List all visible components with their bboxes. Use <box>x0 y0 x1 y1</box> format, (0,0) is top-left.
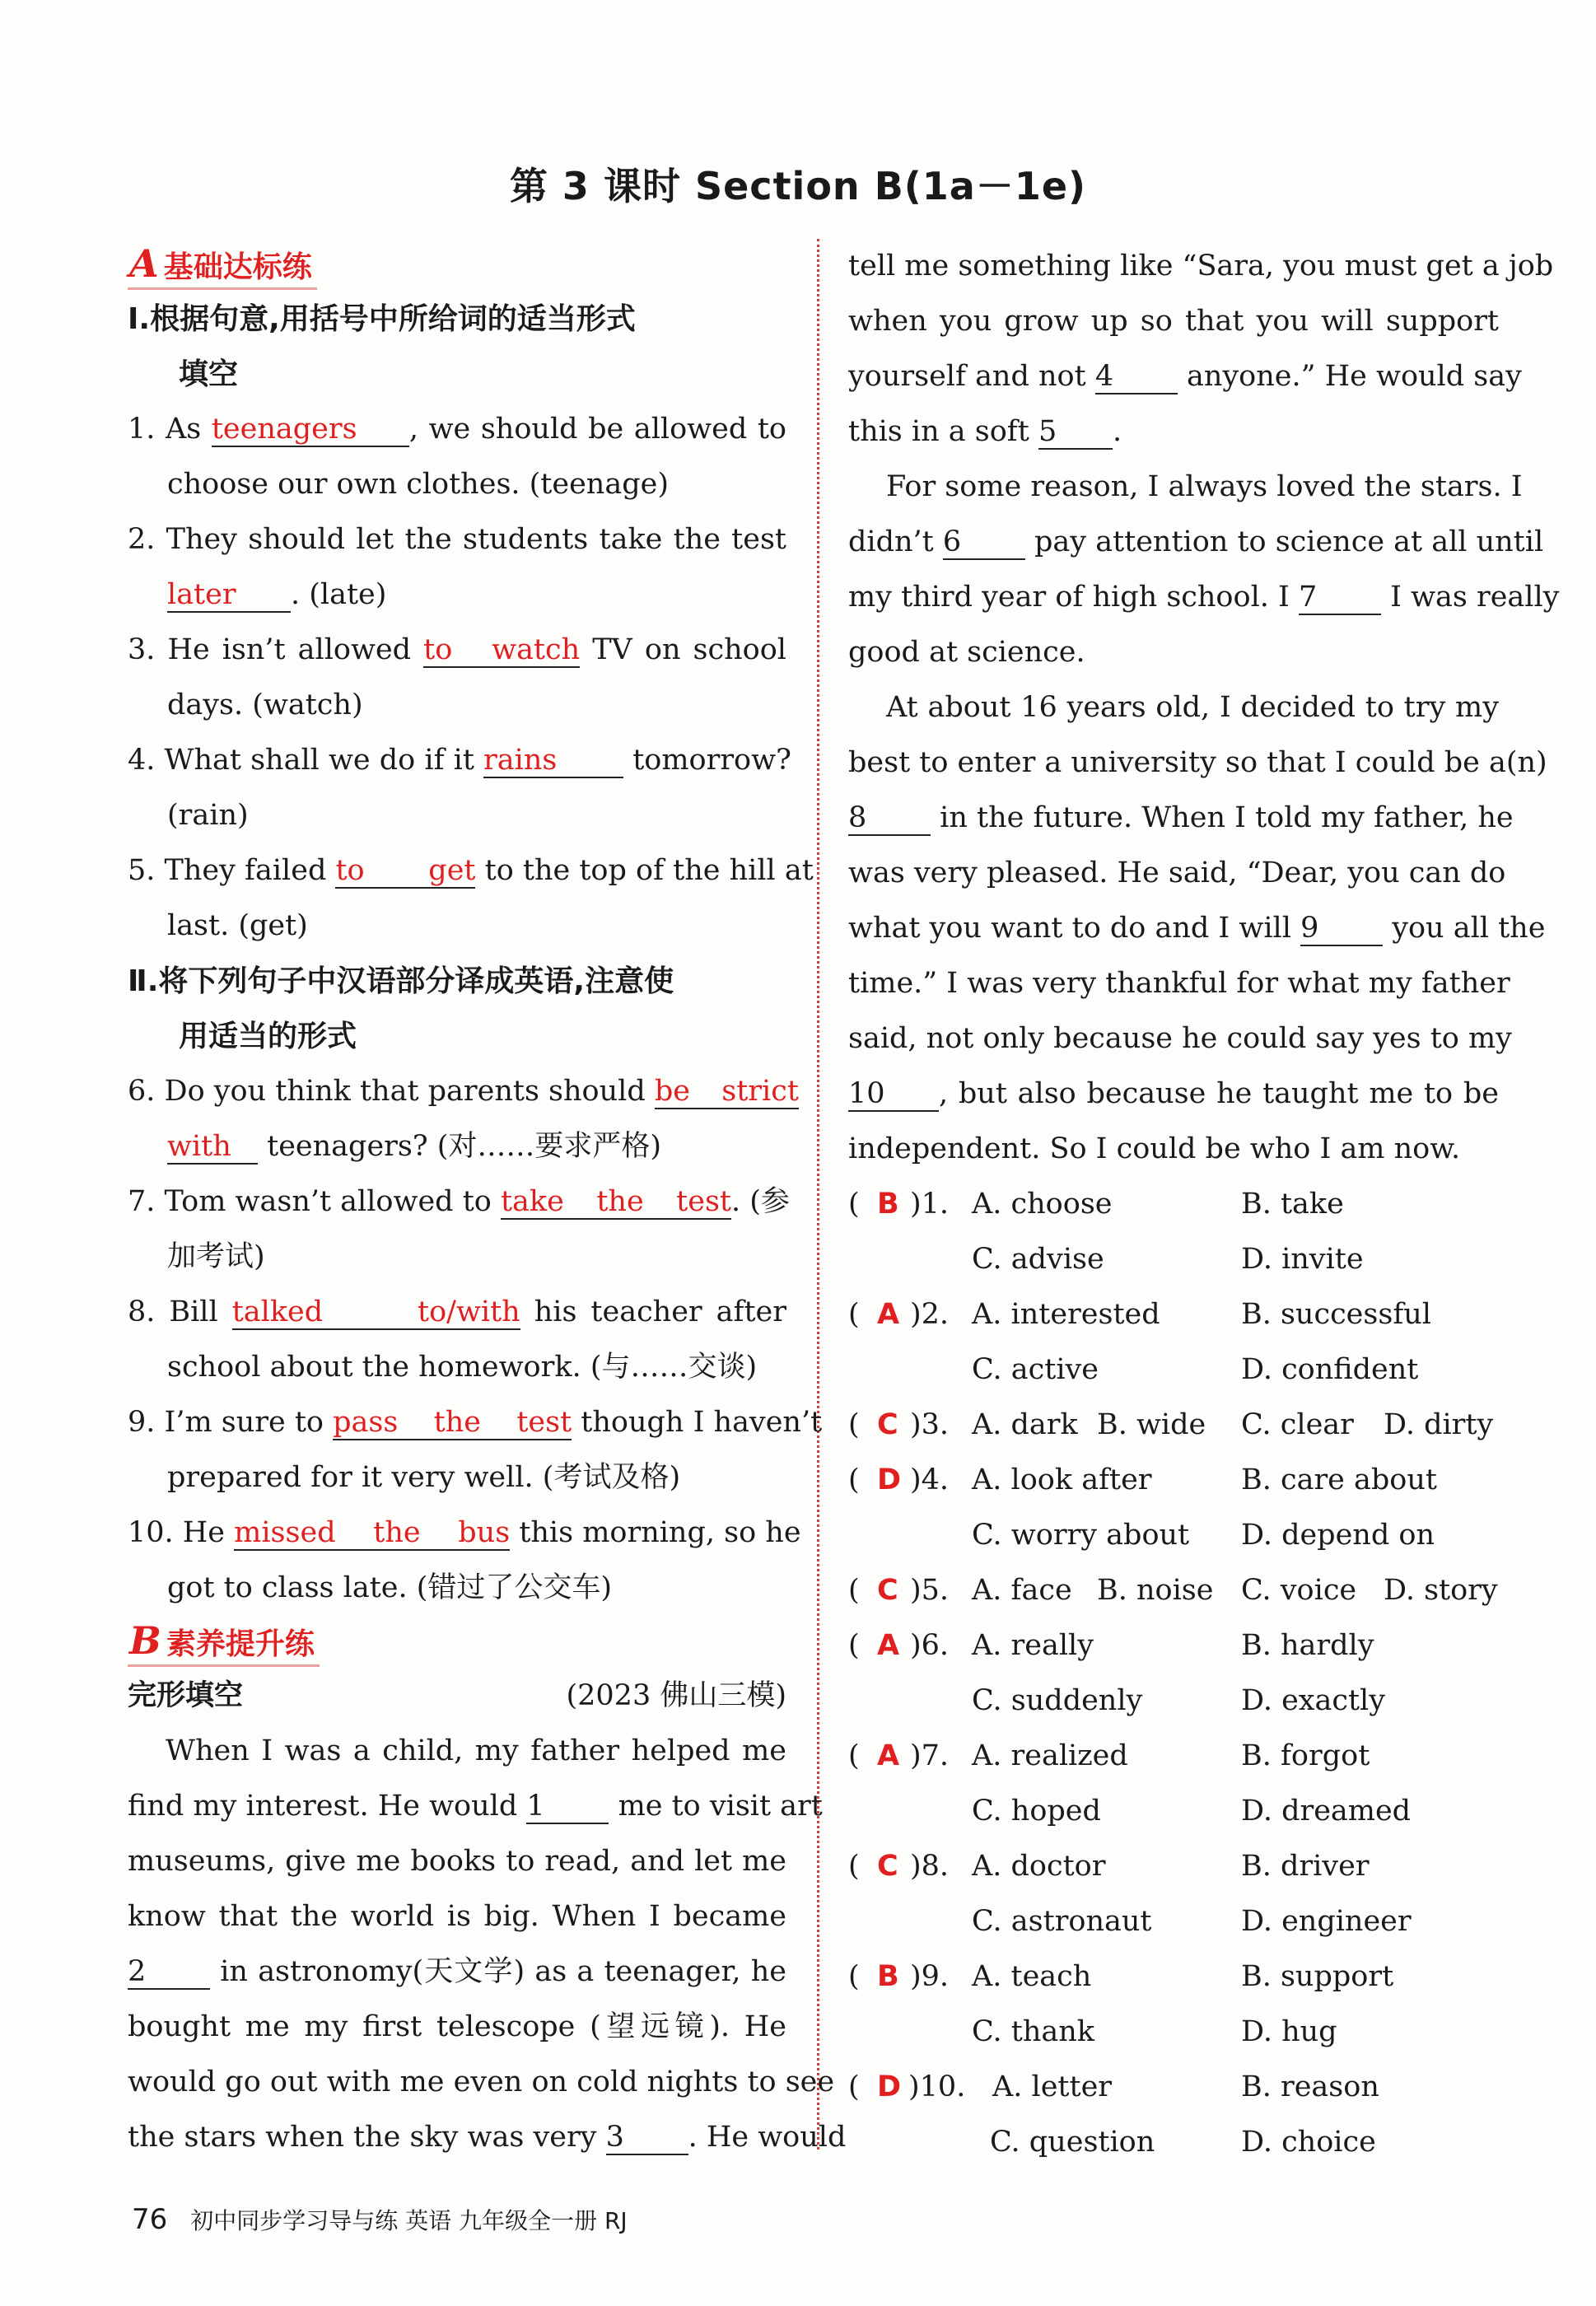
mc-number: )7. <box>910 1739 950 1772</box>
cloze-line: 2 in astronomy(天文学) as a teenager, he <box>128 1955 786 1988</box>
paren-open: ( <box>848 1629 860 1662</box>
mc-answer: C <box>877 1574 898 1607</box>
mc-question-6 <box>848 1618 1499 1673</box>
cloze-line: best to enter a university so that I could be a(n) <box>848 746 1547 779</box>
cloze-line: museums, give me books to read, and let me <box>128 1845 786 1878</box>
option-c: C. hoped <box>972 1795 1101 1828</box>
option-b: B. reason <box>1241 2070 1379 2103</box>
question-2: 2. They should let the students take the test <box>128 523 786 556</box>
option-b: B. care about <box>1241 1463 1437 1496</box>
cloze-blank-3: 3 <box>606 2121 688 2155</box>
option-c: C. advise <box>972 1243 1104 1276</box>
cloze-line: said, not only because he could say yes to my <box>848 1022 1512 1055</box>
cloze-line: when you grow up so that you will support <box>848 305 1499 338</box>
option-b: B. hardly <box>1241 1629 1374 1662</box>
cloze-line: bought me my first telescope (望远镜). He <box>128 2010 786 2043</box>
mc-answer: A <box>877 1629 900 1662</box>
part-i-heading: Ⅰ.根据句意,用括号中所给词的适当形式 <box>128 302 636 336</box>
option-d: D. invite <box>1241 1243 1364 1276</box>
option-d: D. exactly <box>1241 1684 1386 1717</box>
cloze-line: the stars when the sky was very 3 . He would <box>128 2121 847 2154</box>
mc-question-6-cont <box>848 1673 1499 1729</box>
option-a: A. teach <box>972 1960 1092 1993</box>
mc-number: )5. <box>910 1574 950 1607</box>
cloze-line: know that the world is big. When I became <box>128 1900 786 1933</box>
mc-answer: B <box>877 1960 899 1993</box>
cloze-line: what you want to do and I will 9 you all the <box>848 912 1546 945</box>
answer-2: later <box>167 578 291 613</box>
option-b: B. wide <box>1097 1408 1206 1441</box>
cloze-blank-10: 10 <box>848 1077 939 1112</box>
cloze-blank-4: 4 <box>1095 360 1178 394</box>
option-c: C. thank <box>972 2015 1095 2048</box>
part-i-heading-cont: 填空 <box>179 357 239 391</box>
option-d: D. depend on <box>1241 1519 1435 1552</box>
cloze-blank-2: 2 <box>128 1955 210 1990</box>
option-d: D. dreamed <box>1241 1795 1412 1828</box>
cloze-line: my third year of high school. I 7 I was really <box>848 581 1560 614</box>
answer-6a: be strict <box>654 1075 799 1108</box>
option-c: C. voice <box>1241 1574 1357 1607</box>
column-divider <box>817 239 819 2150</box>
option-b: B. noise <box>1097 1574 1214 1607</box>
mc-answer: A <box>877 1298 900 1331</box>
option-a: A. interested <box>972 1298 1160 1331</box>
mc-question-2-cont <box>848 1342 1499 1398</box>
mc-question-9 <box>848 1949 1499 2005</box>
option-b: B. take <box>1241 1188 1344 1221</box>
answer-6b: with <box>167 1130 258 1165</box>
mc-question-3 <box>848 1398 1499 1453</box>
page-number: 76 <box>132 2203 168 2236</box>
multiple-choice-list <box>848 1177 1499 2170</box>
right-column <box>848 239 1560 2170</box>
option-c: C. astronaut <box>972 1905 1152 1938</box>
mc-answer: D <box>877 2070 902 2103</box>
mc-question-9-cont <box>848 2005 1499 2060</box>
mc-question-7 <box>848 1729 1499 1784</box>
question-5: 5. They failed to get to the top of the hill at <box>128 854 814 887</box>
question-4: 4. What shall we do if it rains tomorrow? <box>128 744 791 777</box>
mc-answer: B <box>877 1188 899 1221</box>
cloze-line: this in a soft 5 . <box>848 415 1122 448</box>
page-footer <box>132 2203 628 2236</box>
cloze-blank-5: 5 <box>1038 415 1113 450</box>
option-d: D. hug <box>1241 2015 1337 2048</box>
cloze-line: For some reason, I always loved the stars. I <box>886 470 1523 503</box>
mc-answer: A <box>877 1739 900 1772</box>
cloze-line: When I was a child, my father helped me <box>166 1734 786 1767</box>
page-title: 第 3 课时 Section B(1a－1e) <box>509 164 1087 208</box>
mc-number: )10. <box>908 2070 966 2103</box>
cloze-line: tell me something like “Sara, you must get a job <box>848 250 1554 282</box>
question-6: 6. Do you think that parents should be strict <box>128 1075 799 1108</box>
paren-open: ( <box>848 1960 860 1993</box>
answer-9: pass the test <box>333 1406 572 1439</box>
cloze-blank-9: 9 <box>1300 912 1383 946</box>
mc-number: )9. <box>910 1960 950 1993</box>
answer-5: to get <box>335 854 476 887</box>
answer-4: rains <box>483 744 623 778</box>
paren-open: ( <box>848 1463 860 1496</box>
mc-question-8-cont <box>848 1894 1499 1949</box>
mc-question-1-cont <box>848 1232 1499 1287</box>
option-a: A. face <box>972 1574 1072 1607</box>
option-c: C. question <box>990 2126 1155 2159</box>
question-8: 8. Bill talked to/with his teacher after <box>128 1295 786 1328</box>
option-a: A. look after <box>972 1463 1152 1496</box>
paren-open: ( <box>848 1188 860 1221</box>
mc-question-4-cont <box>848 1508 1499 1563</box>
option-b: B. forgot <box>1241 1739 1370 1772</box>
cloze-line: find my interest. He would 1 me to visit art <box>128 1790 823 1823</box>
option-c: C. active <box>972 1353 1099 1386</box>
answer-1: teenagers <box>212 413 409 447</box>
cloze-blank-1: 1 <box>526 1790 609 1824</box>
option-d: D. dirty <box>1384 1408 1494 1441</box>
mc-number: )6. <box>910 1629 950 1662</box>
cloze-line: would go out with me even on cold nights to see <box>128 2066 835 2098</box>
option-d: D. choice <box>1241 2126 1376 2159</box>
mc-number: )3. <box>910 1408 950 1441</box>
mc-number: )1. <box>910 1188 950 1221</box>
option-d: D. story <box>1384 1574 1498 1607</box>
mc-question-10-cont <box>848 2115 1499 2170</box>
paren-open: ( <box>848 1408 860 1441</box>
option-b: B. support <box>1241 1960 1394 1993</box>
paren-open: ( <box>848 1850 860 1883</box>
option-d: D. confident <box>1241 1353 1419 1386</box>
mc-answer: C <box>877 1850 898 1883</box>
option-c: C. clear <box>1241 1408 1354 1441</box>
mc-question-4 <box>848 1453 1499 1508</box>
mc-question-10 <box>848 2060 1499 2115</box>
part-ii-heading-cont: 用适当的形式 <box>179 1020 357 1053</box>
section-a-header-row <box>128 239 786 292</box>
paren-open: ( <box>848 1298 860 1331</box>
cloze-line: 8 in the future. When I told my father, he <box>848 801 1514 834</box>
question-7: 7. Tom wasn’t allowed to take the test. (参 <box>128 1185 790 1218</box>
mc-number: )8. <box>910 1850 950 1883</box>
cloze-line: good at science. <box>848 636 1085 669</box>
cloze-line: yourself and not 4 anyone.” He would say <box>848 360 1522 393</box>
question-10: 10. He missed the bus this morning, so he <box>128 1516 801 1549</box>
cloze-line: time.” I was very thankful for what my father <box>848 967 1510 1000</box>
option-a: A. really <box>972 1629 1094 1662</box>
part-ii-heading: Ⅱ.将下列句子中汉语部分译成英语,注意使 <box>128 964 674 998</box>
cloze-line: 10 , but also because he taught me to be <box>848 1077 1499 1110</box>
section-b-header: B 素养提升练 <box>128 1616 320 1667</box>
mc-answer: C <box>877 1408 898 1441</box>
book-title: 初中同步学习导与练 英语 九年级全一册 RJ <box>190 2207 628 2234</box>
option-c: C. suddenly <box>972 1684 1143 1717</box>
mc-number: )4. <box>910 1463 950 1496</box>
section-b-header-row <box>128 1616 786 1669</box>
mc-question-7-cont <box>848 1784 1499 1839</box>
cloze-blank-6: 6 <box>943 525 1025 560</box>
option-c: C. worry about <box>972 1519 1190 1552</box>
mc-question-8 <box>848 1839 1499 1894</box>
cloze-heading: 完形填空 (2023 佛山三模) <box>128 1679 786 1712</box>
mc-question-1 <box>848 1177 1499 1232</box>
mc-answer: D <box>877 1463 902 1496</box>
question-1: 1. As teenagers , we should be allowed to <box>128 413 786 446</box>
paren-open: ( <box>848 2070 860 2103</box>
section-a-header: A 基础达标练 <box>128 239 317 290</box>
answer-10: missed the bus <box>234 1516 511 1549</box>
option-d: D. engineer <box>1241 1905 1412 1938</box>
left-column: A 基础达标练 Ⅰ.根据句意,用括号中所给词的适当形式 填空 1. As teenagers , we should be allowed to choose our own clothes. (teenage) 2. They should let the students take the test later . (late) 3. He isn’t allowed to watch TV on school days. (watch) 4. What shall we do if it rains tomorrow? (rain) 5. They failed to get to the top of the hill at last. (get) Ⅱ.将下列句子中汉语部分译成英语,注意使 用适当的形式 6. Do you think that parents should be strict with teenagers? (对……要求严格) 7. Tom wasn’t allowed to take the test. (参 加考试) 8. Bill talked to/with his teacher after school about the homework. (与……交谈) 9. I’m sure to pass the test though I haven’t prepared for it very well. (考试及格) 10. He missed the bus this morning, so he got to class late. (错过了公交车) B 素养提升练 完形填空 (2023 佛山三模) When I was a child, my father helped me find my interest. He would 1 me to visit art museums, give me books to read, and let me know that the world is big. When I became 2 in astronomy(天文学) as a teenager, he bought me my first telescope (望远镜). He would go out with me even on cold nights to see the stars when the sky was very 3 . He would <box>128 239 786 2165</box>
cloze-line: didn’t 6 pay attention to science at all until <box>848 525 1544 558</box>
mc-question-5 <box>848 1563 1499 1618</box>
option-a: A. letter <box>992 2070 1113 2103</box>
option-a: A. doctor <box>972 1850 1106 1883</box>
answer-8: talked to/with <box>231 1295 520 1328</box>
option-b: B. driver <box>1241 1850 1370 1883</box>
question-9: 9. I’m sure to pass the test though I haven’t <box>128 1406 823 1439</box>
cloze-line: was very pleased. He said, “Dear, you can do <box>848 857 1506 889</box>
answer-7: take the test <box>500 1185 731 1218</box>
paren-open: ( <box>848 1574 860 1607</box>
cloze-line: At about 16 years old, I decided to try my <box>886 691 1499 724</box>
mc-number: )2. <box>910 1298 950 1331</box>
answer-3: to watch <box>423 633 581 666</box>
option-a: A. realized <box>972 1739 1128 1772</box>
paren-open: ( <box>848 1739 860 1772</box>
cloze-blank-7: 7 <box>1299 581 1381 615</box>
question-3: 3. He isn’t allowed to watch TV on school <box>128 633 786 666</box>
cloze-blank-8: 8 <box>848 801 931 836</box>
option-b: B. successful <box>1241 1298 1432 1331</box>
option-a: A. choose <box>972 1188 1113 1221</box>
mc-question-2 <box>848 1287 1499 1342</box>
option-a: A. dark <box>972 1408 1078 1441</box>
cloze-line: independent. So I could be who I am now. <box>848 1132 1461 1165</box>
